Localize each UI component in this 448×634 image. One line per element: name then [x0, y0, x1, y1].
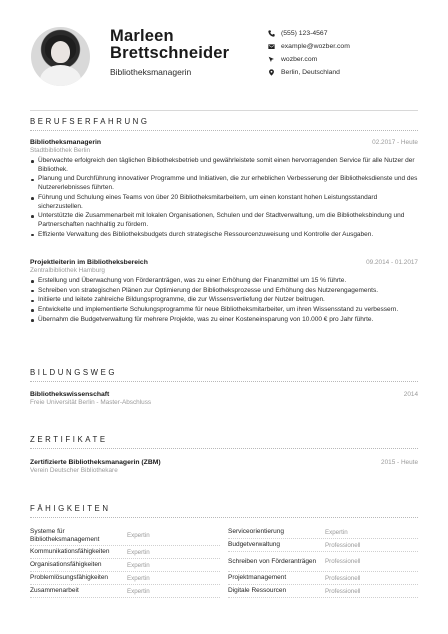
skill-name: Zusammenarbeit	[30, 587, 79, 594]
contact-location	[268, 66, 428, 79]
experience-bullets	[30, 277, 418, 325]
skills-column-right	[228, 526, 418, 598]
phone-icon	[268, 30, 281, 37]
education-school: Freie Universität Berlin - Master-Abschluss	[30, 399, 152, 406]
skill-row	[30, 546, 220, 559]
section-title-skills: FÄHIGKEITEN	[30, 504, 111, 513]
skill-row	[228, 585, 418, 598]
bullet-item: Effiziente Verwaltung des Bibliotheksbudgets durch strategische Ressourcenzuweisung und Kontrolle der Ausgaben.	[30, 231, 418, 240]
skill-name: Schreiben von Förderanträgen	[228, 557, 317, 565]
contact-website-text: wozber.com	[281, 56, 318, 63]
bullet-item: Schreiben von strategischen Plänen zur Optimierung der Bibliotheksprozesse und Erhöhung des Nutzerengagements.	[30, 287, 418, 296]
skill-name: Problemlösungsfähigkeiten	[30, 574, 109, 581]
experience-date: 09.2014 - 01.2017	[366, 259, 418, 266]
section-divider	[30, 130, 418, 131]
contact-email-text: example@wozber.com	[281, 43, 350, 50]
experience-entry	[30, 139, 418, 240]
skills-grid	[30, 526, 418, 598]
skill-level: Professionell	[325, 574, 361, 582]
job-title: Bibliotheksmanagerin	[110, 67, 192, 77]
skill-row	[228, 539, 418, 552]
experience-role: Projektleiterin im Bibliotheksbereich	[30, 259, 148, 266]
resume-header	[0, 0, 448, 110]
cursor-icon	[268, 56, 281, 63]
skill-level: Professionell	[325, 541, 361, 549]
skill-row	[228, 552, 418, 572]
email-icon	[268, 43, 281, 50]
skill-name: Kommunikationsfähigkeiten	[30, 548, 110, 555]
section-title-certificates: ZERTIFIKATE	[30, 435, 108, 444]
certificate-issuer: Verein Deutscher Bibliothekare	[30, 467, 118, 474]
bullet-item: Initiierte und leitete zahlreiche Bildungsprogramme, die zur Wissensvertiefung der Nutzer beitrugen.	[30, 296, 418, 305]
skill-level: Expertin	[127, 532, 150, 539]
skill-name: Budgetverwaltung	[228, 541, 281, 548]
bullet-item: Übernahm die Budgetverwaltung für mehrere Projekte, was zu einer Kosteneinsparung von 10.000 € pro Jahr führte.	[30, 316, 418, 325]
skill-row	[30, 585, 220, 598]
bullet-item: Unterstützte die Zusammenarbeit mit lokalen Organisationen, Schulen und der Stadtverwaltung, um die Bibliotheksbindung und Partnerschaften nachhaltig zu fördern.	[30, 212, 418, 229]
bullet-item: Führung und Schulung eines Teams von über 20 Bibliotheksmitarbeitern, um einen konstant hohen Leistungsstandard sicherzustellen.	[30, 194, 418, 211]
person-name: Marleen Brettschneider	[110, 27, 230, 62]
experience-role: Bibliotheksmanagerin	[30, 139, 102, 146]
skill-level: Expertin	[127, 587, 150, 595]
skill-name: Organisationsfähigkeiten	[30, 561, 102, 568]
contact-phone-text: (555) 123-4567	[281, 30, 328, 37]
contact-website	[268, 53, 428, 66]
skills-column-left	[30, 526, 220, 598]
certificate-entry	[30, 459, 418, 474]
skill-row	[30, 559, 220, 572]
section-title-education: BILDUNGSWEG	[30, 368, 118, 377]
contact-list	[268, 27, 428, 79]
bullet-item: Entwickelte und implementierte Schulungsprogramme für neue Bibliotheksmitarbeiter, um ihren Wissensstand zu verbessern.	[30, 306, 418, 315]
skill-row	[30, 572, 220, 585]
education-degree: Bibliothekswissenschaft	[30, 391, 110, 398]
bullet-item: Planung und Durchführung innovativer Programme und Initiativen, die zur erheblichen Verbesserung der Bibliotheksdienste und des Nutzererlebnisses führten.	[30, 175, 418, 192]
certificate-name: Zertifizierte Bibliotheksmanagerin (ZBM)	[30, 459, 161, 466]
certificate-date: 2015 - Heute	[381, 459, 418, 466]
experience-bullets	[30, 157, 418, 239]
experience-organization: Stadtbibliothek Berlin	[30, 147, 91, 154]
skill-name: Systeme für Bibliotheksmanagement	[30, 527, 100, 543]
header-divider	[30, 110, 418, 111]
location-pin-icon	[268, 69, 281, 76]
section-title-experience: BERUFSERFAHRUNG	[30, 117, 150, 126]
skill-level: Professionell	[325, 558, 361, 565]
bullet-item: Erstellung und Überwachung von Förderanträgen, was zu einer Erhöhung der Finanzmittel um 15 % führte.	[30, 277, 418, 286]
skill-name: Digitale Ressourcen	[228, 587, 287, 594]
skill-level: Expertin	[127, 574, 150, 582]
section-divider	[30, 381, 418, 382]
contact-location-text: Berlin, Deutschland	[281, 69, 340, 76]
section-divider	[30, 517, 418, 518]
bullet-item: Überwachte erfolgreich den täglichen Bibliotheksbetrieb und gewährleistete somit einen hervorragenden Service für alle Nutzer der Bibliothek.	[30, 157, 418, 174]
experience-date: 02.2017 - Heute	[372, 139, 418, 146]
education-date: 2014	[403, 391, 418, 398]
skill-level: Expertin	[127, 561, 150, 569]
skill-name: Serviceorientierung	[228, 528, 285, 535]
profile-photo	[31, 27, 90, 86]
section-divider	[30, 448, 418, 449]
skill-row	[228, 526, 418, 539]
contact-email	[268, 40, 428, 53]
experience-organization: Zentralbibliothek Hamburg	[30, 267, 105, 274]
skill-row	[228, 572, 418, 585]
experience-entry	[30, 259, 418, 326]
skill-row	[30, 526, 220, 546]
skill-level: Expertin	[127, 548, 150, 556]
contact-phone	[268, 27, 428, 40]
skill-level: Professionell	[325, 587, 361, 595]
education-entry	[30, 391, 418, 406]
skill-level: Expertin	[325, 528, 348, 536]
skill-name: Projektmanagement	[228, 574, 287, 581]
